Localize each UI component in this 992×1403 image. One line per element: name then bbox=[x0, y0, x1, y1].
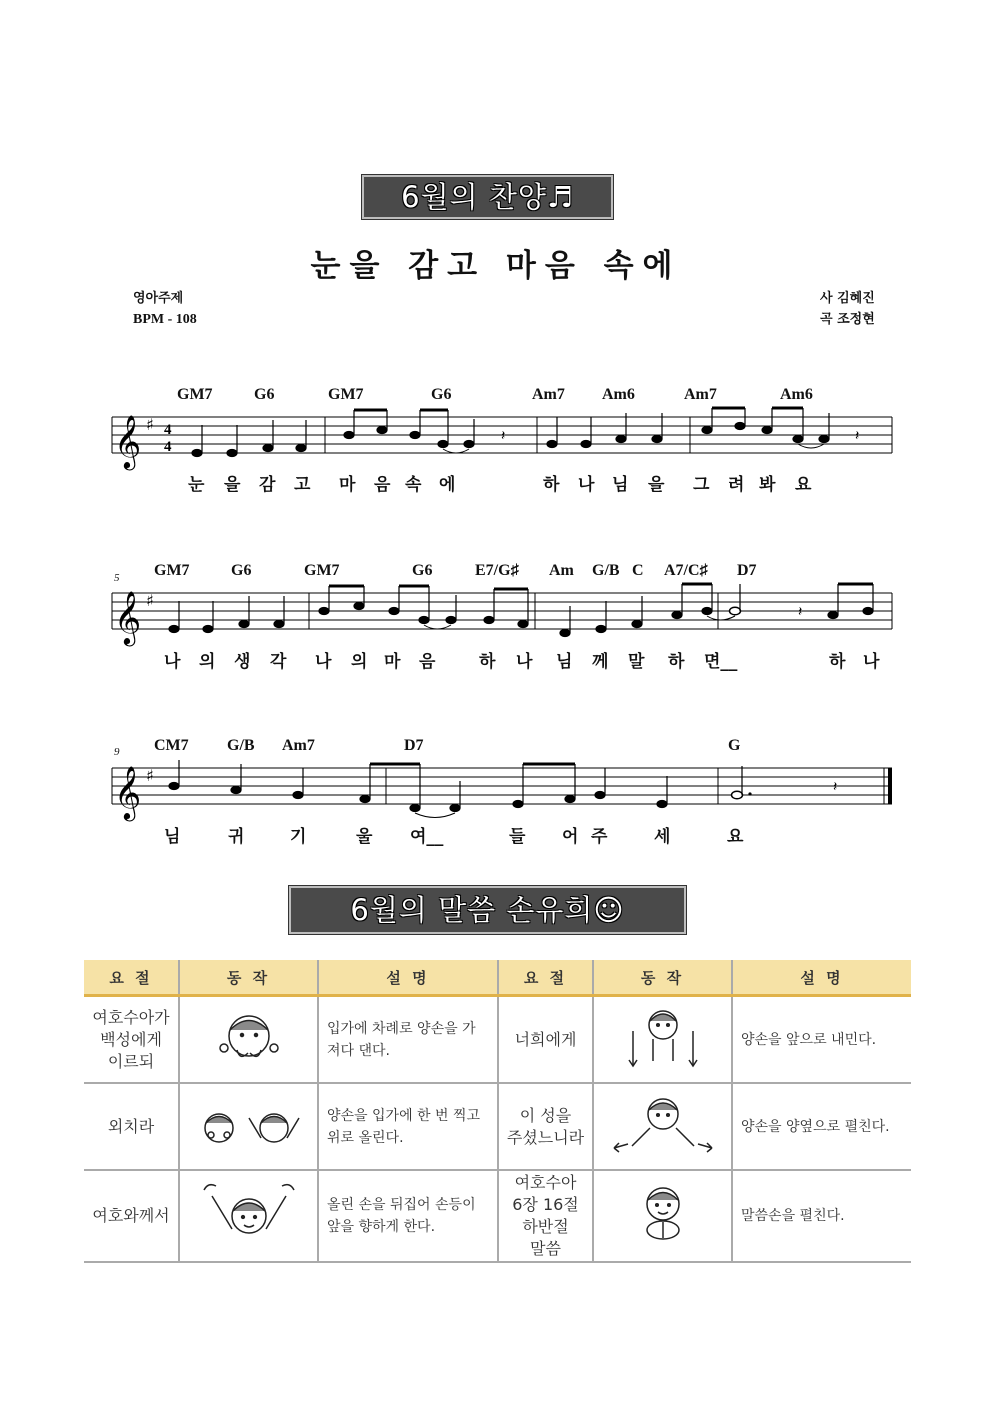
lyric: 나 bbox=[863, 652, 880, 672]
song-title: 눈을 감고 마음 속에 bbox=[310, 248, 682, 284]
measure-number: 9 bbox=[114, 746, 120, 758]
header-description: 설 명 bbox=[732, 960, 911, 996]
sharp-icon: ♯ bbox=[146, 415, 154, 434]
child-open-hands-icon bbox=[623, 1174, 703, 1254]
chord: Am bbox=[549, 562, 574, 579]
lyric: 요 bbox=[727, 827, 744, 847]
chord: G bbox=[728, 737, 741, 754]
lyric: 을 bbox=[224, 475, 241, 495]
verse-text: 너희에게 bbox=[514, 1029, 577, 1049]
lyric: 귀 bbox=[228, 827, 245, 847]
lyric: 을 bbox=[648, 475, 665, 495]
staff-3 bbox=[0, 756, 992, 826]
chord: E7/G♯ bbox=[475, 562, 519, 579]
verse-text: 외치라 bbox=[107, 1116, 155, 1136]
lyric: 여__ bbox=[410, 827, 444, 847]
description-cell: 양손을 앞으로 내민다. bbox=[732, 996, 911, 1084]
banner-handplay-text: 6월의 말씀 손유희☺ bbox=[350, 893, 625, 927]
chord: GM7 bbox=[177, 386, 213, 403]
header-description: 설 명 bbox=[318, 960, 498, 996]
header-action: 동 작 bbox=[593, 960, 732, 996]
chord: G6 bbox=[231, 562, 252, 579]
lyric: 생 bbox=[234, 652, 251, 672]
action-illustration bbox=[593, 1170, 732, 1262]
lyric: 하 bbox=[479, 652, 496, 672]
lyric: 나 bbox=[578, 475, 595, 495]
lyricist-label: 사 김혜진 bbox=[820, 291, 875, 306]
lyric: 감 bbox=[259, 475, 276, 495]
chord: D7 bbox=[404, 737, 424, 754]
svg-text:𝄽: 𝄽 bbox=[798, 604, 803, 620]
section-banner-song bbox=[362, 175, 613, 219]
lyric: 그 bbox=[693, 475, 710, 495]
theme-label: 영아주제 bbox=[133, 291, 184, 306]
header-action: 동 작 bbox=[179, 960, 318, 996]
lyric: 요 bbox=[795, 475, 812, 495]
time-signature: 4 bbox=[164, 439, 172, 455]
lyric: 나 bbox=[164, 652, 181, 672]
staff-2 bbox=[0, 581, 992, 651]
lyric: 각 bbox=[270, 652, 287, 672]
action-illustration bbox=[179, 1083, 318, 1170]
chord: CM7 bbox=[154, 737, 189, 754]
composer-label: 곡 조정현 bbox=[820, 312, 875, 327]
chord: GM7 bbox=[304, 562, 340, 579]
verse-cell bbox=[84, 996, 179, 1084]
section-banner-handplay bbox=[289, 886, 686, 934]
description-cell: 양손을 양옆으로 펼친다. bbox=[732, 1083, 911, 1170]
verse-text: 여호수아 6장 16절 하반절 말씀 bbox=[512, 1173, 579, 1258]
table-row bbox=[84, 1083, 911, 1170]
child-flip-hands-icon bbox=[194, 1174, 304, 1254]
lyric: 님 bbox=[612, 475, 629, 495]
header-verse: 요 절 bbox=[498, 960, 593, 996]
lyric: 주 bbox=[591, 827, 608, 847]
lyric: 나 bbox=[315, 652, 332, 672]
lyric: 님 bbox=[556, 652, 573, 672]
lyric: 음 bbox=[419, 652, 436, 672]
lyric: 말 bbox=[628, 652, 645, 672]
handplay-table bbox=[84, 960, 911, 1263]
chord: Am6 bbox=[602, 386, 635, 403]
treble-clef-icon: 𝄞 bbox=[114, 590, 142, 644]
lyric: 나 bbox=[516, 652, 533, 672]
lyric: 마 bbox=[339, 475, 356, 495]
action-illustration bbox=[593, 996, 732, 1084]
banner-song-text: 6월의 찬양♬ bbox=[401, 180, 574, 214]
description-cell: 올린 손을 뒤집어 손등이 앞을 향하게 한다. bbox=[318, 1170, 498, 1262]
lyric: 에 bbox=[439, 475, 456, 495]
verse-cell bbox=[498, 1083, 593, 1170]
chord: Am7 bbox=[684, 386, 717, 403]
table-header-row bbox=[84, 960, 911, 996]
chord: G6 bbox=[254, 386, 275, 403]
svg-text:𝄽: 𝄽 bbox=[501, 428, 506, 444]
time-signature: 4 bbox=[164, 422, 172, 438]
description-cell: 양손을 입가에 한 번 찍고 위로 올린다. bbox=[318, 1083, 498, 1170]
table-row bbox=[84, 1170, 911, 1262]
child-spread-arms-icon bbox=[608, 1090, 718, 1160]
lyric: 께 bbox=[592, 652, 609, 672]
lyric: 마 bbox=[384, 652, 401, 672]
table-row bbox=[84, 996, 911, 1084]
action-illustration bbox=[179, 1170, 318, 1262]
description-cell: 입가에 차례로 양손을 가져다 댄다. bbox=[318, 996, 498, 1084]
child-hands-forward-icon bbox=[618, 1003, 708, 1073]
chord: G6 bbox=[431, 386, 452, 403]
chord: D7 bbox=[737, 562, 757, 579]
lyric: 려 bbox=[728, 475, 745, 495]
verse-cell bbox=[498, 1170, 593, 1262]
meta-left bbox=[133, 288, 197, 330]
staff-1 bbox=[0, 405, 992, 475]
lyric: 세 bbox=[654, 827, 671, 847]
treble-clef-icon: 𝄞 bbox=[114, 765, 142, 819]
action-illustration bbox=[179, 996, 318, 1084]
child-shout-raise-icon bbox=[189, 1090, 309, 1160]
child-hands-mouth-icon bbox=[204, 1003, 294, 1073]
lyric: 기 bbox=[290, 827, 307, 847]
lyric: 하 bbox=[668, 652, 685, 672]
sharp-icon: ♯ bbox=[146, 766, 154, 785]
svg-text:𝄽: 𝄽 bbox=[833, 779, 838, 795]
svg-text:𝄽: 𝄽 bbox=[855, 428, 860, 444]
lyric: 음 bbox=[374, 475, 391, 495]
lyric: 하 bbox=[543, 475, 560, 495]
chord: A7/C♯ bbox=[664, 562, 708, 579]
lyric: 울 bbox=[356, 827, 373, 847]
chord: G/B bbox=[227, 737, 255, 754]
chord: Am7 bbox=[282, 737, 315, 754]
header-verse: 요 절 bbox=[84, 960, 179, 996]
verse-text: 여호와께서 bbox=[92, 1206, 170, 1225]
verse-cell bbox=[84, 1170, 179, 1262]
chord: G/B bbox=[592, 562, 620, 579]
bpm-label: BPM - 108 bbox=[133, 312, 197, 327]
chord: GM7 bbox=[154, 562, 190, 579]
chord: Am7 bbox=[532, 386, 565, 403]
verse-text: 이 성을 주셨느니라 bbox=[506, 1105, 585, 1147]
lyric: 봐 bbox=[759, 475, 776, 495]
verse-cell bbox=[498, 996, 593, 1084]
action-illustration bbox=[593, 1083, 732, 1170]
chord: G6 bbox=[412, 562, 433, 579]
lyric: 의 bbox=[351, 652, 368, 672]
meta-right bbox=[820, 288, 875, 330]
treble-clef-icon: 𝄞 bbox=[114, 414, 142, 468]
lyric: 속 bbox=[405, 475, 422, 495]
lyric: 들 bbox=[509, 827, 526, 847]
verse-text: 여호수아가 백성에게 이르되 bbox=[92, 1007, 170, 1071]
lyric: 면__ bbox=[704, 652, 738, 672]
chord: GM7 bbox=[328, 386, 364, 403]
chord: Am6 bbox=[780, 386, 813, 403]
sharp-icon: ♯ bbox=[146, 591, 154, 610]
lyric: 하 bbox=[829, 652, 846, 672]
description-cell: 말씀손을 펼친다. bbox=[732, 1170, 911, 1262]
lyric: 눈 bbox=[188, 475, 205, 495]
lyric: 고 bbox=[294, 475, 311, 495]
lyric: 님 bbox=[164, 827, 181, 847]
lyric: 어 bbox=[562, 827, 579, 847]
lyric: 의 bbox=[199, 652, 216, 672]
measure-number: 5 bbox=[114, 572, 120, 584]
chord: C bbox=[632, 562, 644, 579]
verse-cell bbox=[84, 1083, 179, 1170]
